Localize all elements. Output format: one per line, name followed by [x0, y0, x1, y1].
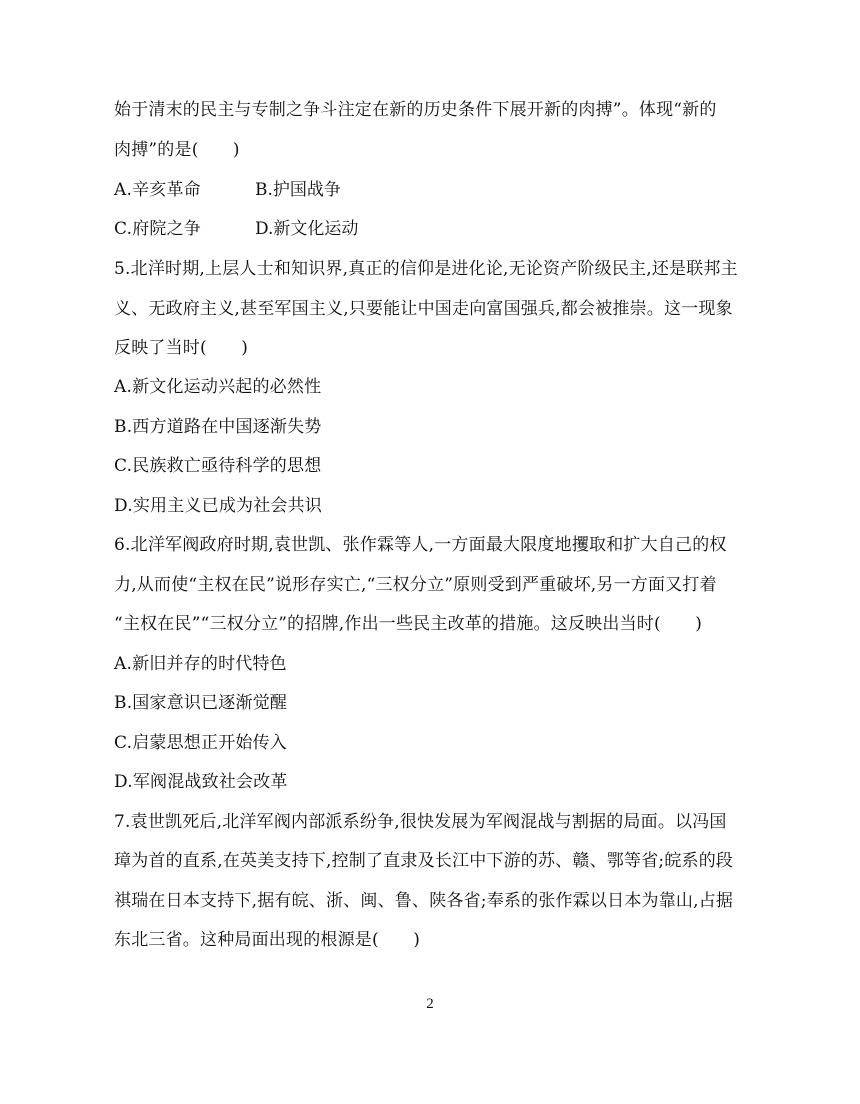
q6-option-a: A.新旧并存的时代特色 [114, 654, 287, 674]
q7-stem-line-2: 璋为首的直系,在英美支持下,控制了直隶及长江中下游的苏、赣、鄂等省;皖系的段 [114, 851, 734, 871]
q6-option-b: B.国家意识已逐渐觉醒 [114, 693, 288, 713]
q4-option-c: C.府院之争 [114, 219, 202, 239]
q5-stem-line-3: 反映了当时( ) [114, 338, 249, 358]
q7-stem-line-4: 东北三省。这种局面出现的根源是( ) [114, 930, 421, 950]
q7-stem-line-1: 7.袁世凯死后,北洋军阀内部派系纷争,很快发展为军阀混战与割据的局面。以冯国 [114, 812, 727, 832]
q5-option-c: C.民族救亡亟待科学的思想 [114, 456, 322, 476]
q5-stem-line-1: 5.北洋时期,上层人士和知识界,真正的信仰是进化论,无论资产阶级民主,还是联邦主 [114, 259, 738, 279]
q4-option-a: A.辛亥革命 [114, 180, 201, 200]
page-number: 2 [426, 996, 434, 1012]
q5-option-d: D.实用主义已成为社会共识 [114, 496, 323, 516]
q6-stem-line-1: 6.北洋军阀政府时期,袁世凯、张作霖等人,一方面最大限度地攫取和扩大自己的权 [114, 535, 727, 555]
q5-stem-line-2: 义、无政府主义,甚至军国主义,只要能让中国走向富国强兵,都会被推崇。这一现象 [114, 299, 733, 319]
q4-stem-line-1: 始于清末的民主与专制之争斗注定在新的历史条件下展开新的肉搏”。体现“新的 [114, 100, 717, 120]
q4-option-b: B.护国战争 [255, 180, 341, 200]
q7-stem-line-3: 祺瑞在日本支持下,据有皖、浙、闽、鲁、陕各省;奉系的张作霖以日本为靠山,占据 [114, 891, 734, 911]
q6-stem-line-2: 力,从而使“主权在民”说形存实亡,“三权分立”原则受到严重破坏,另一方面又打着 [114, 575, 717, 595]
q6-option-c: C.启蒙思想正开始传入 [114, 733, 288, 753]
q4-option-d: D.新文化运动 [255, 219, 359, 239]
q5-option-a: A.新文化运动兴起的必然性 [114, 377, 322, 397]
q6-stem-line-3: “主权在民”“三权分立”的招牌,作出一些民主改革的措施。这反映出当时( ) [114, 614, 703, 634]
q6-option-d: D.军阀混战致社会改革 [114, 772, 288, 792]
q5-option-b: B.西方道路在中国逐渐失势 [114, 417, 322, 437]
q4-stem-line-2: 肉搏”的是( ) [114, 140, 240, 160]
